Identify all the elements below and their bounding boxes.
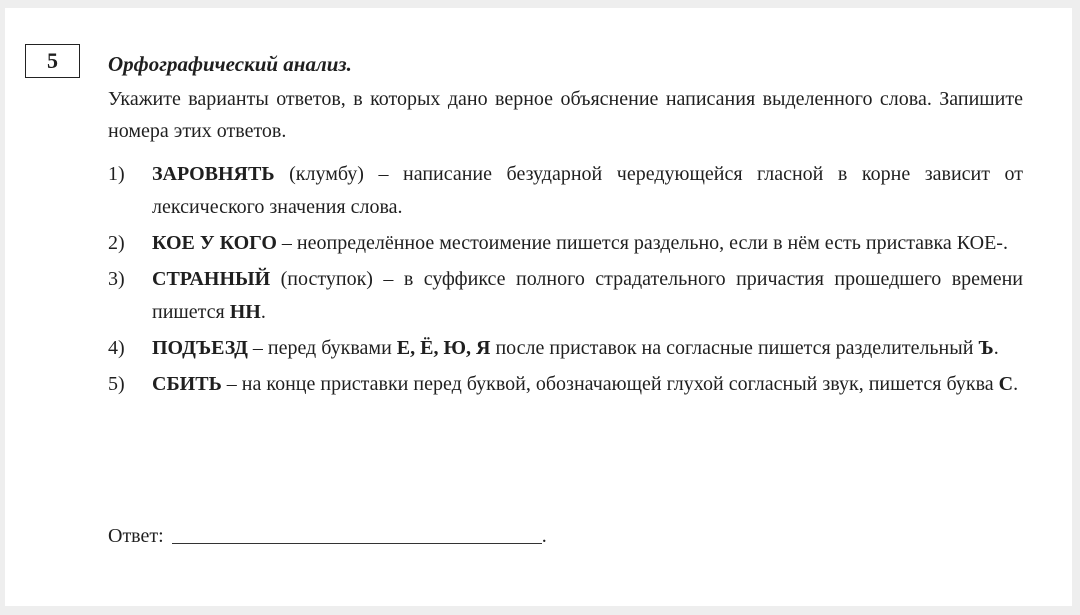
option-tail: .: [993, 337, 999, 359]
task-title: Орфографический анализ.: [108, 52, 352, 76]
option-highlight: НН: [229, 301, 261, 323]
option-word: СТРАННЫЙ: [152, 268, 271, 290]
option-explanation: – неопределённое местоимение пишется раздельно, если в нём есть приставка КОЕ-.: [276, 232, 1008, 254]
task-instruction: Укажите варианты ответов, в которых дано верное объяснение написания выделенного слова. Запишите номера этих ответов.: [108, 88, 1023, 142]
option-explanation: (поступок) – в суффиксе полного страдательного причастия прошедшего времени пишется: [152, 268, 1023, 323]
option-explanation-cont: после приставок на согласные пишется разделительный: [490, 337, 979, 359]
option-number: 4): [108, 337, 125, 359]
option-2: [108, 227, 1023, 260]
answer-label: Ответ:: [108, 525, 164, 547]
option-explanation: (клумбу) – написание безударной чередующейся гласной в корне зависит от лексического значения слова.: [152, 163, 1023, 218]
option-sign: Ъ: [978, 337, 994, 359]
option-tail: .: [1013, 373, 1019, 395]
answer-options: [108, 158, 1023, 404]
option-highlight: С: [998, 373, 1014, 395]
option-word: ПОДЪЕЗД: [152, 337, 248, 359]
option-4: [108, 332, 1023, 365]
task-number-box: 5: [25, 44, 80, 78]
option-number: 1): [108, 163, 125, 185]
answer-end: .: [541, 525, 547, 547]
option-tail: .: [260, 301, 266, 323]
option-5: [108, 368, 1023, 401]
option-number: 3): [108, 268, 125, 290]
option-word: СБИТЬ: [152, 373, 222, 395]
option-number: 2): [108, 232, 125, 254]
answer-row: [108, 523, 547, 549]
option-explanation: – перед буквами: [247, 337, 397, 359]
option-3: [108, 263, 1023, 329]
task-card: [5, 8, 1072, 606]
option-word: КОЕ У КОГО: [152, 232, 277, 254]
option-explanation: – на конце приставки перед буквой, обозначающей глухой согласный звук, пишется буква: [221, 373, 999, 395]
option-1: [108, 158, 1023, 224]
option-letters: Е, Ё, Ю, Я: [396, 337, 491, 359]
answer-blank-line[interactable]: [172, 523, 542, 544]
option-word: ЗАРОВНЯТЬ: [152, 163, 275, 185]
option-number: 5): [108, 373, 125, 395]
